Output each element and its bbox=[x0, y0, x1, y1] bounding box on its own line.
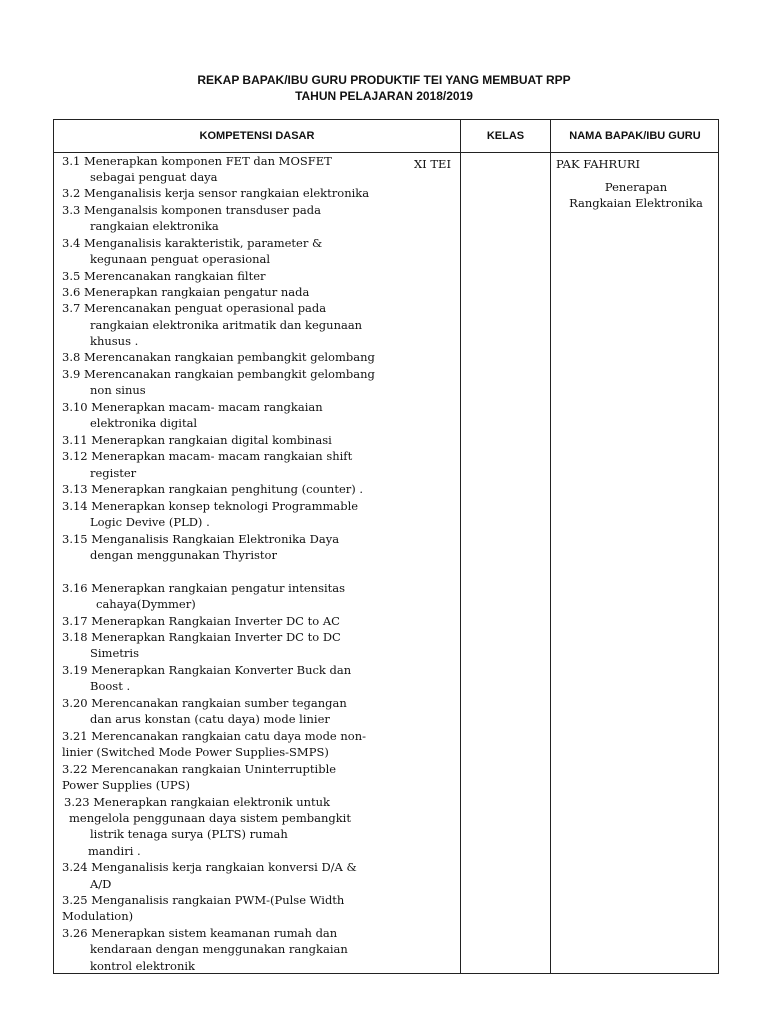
kompetensi-line: 3.8 Merencanakan rangkaian pembangkit gelombang bbox=[62, 350, 375, 364]
kompetensi-line: 3.20 Merencanakan rangkaian sumber tegangan bbox=[62, 696, 347, 710]
kompetensi-line: dengan menggunakan Thyristor bbox=[90, 548, 277, 562]
kompetensi-line: khusus . bbox=[90, 334, 139, 348]
subject-line: Rangkaian Elektronika bbox=[569, 196, 703, 210]
document-subtitle: TAHUN PELAJARAN 2018/2019 bbox=[295, 89, 473, 103]
kompetensi-line: kontrol elektronik bbox=[90, 959, 196, 973]
teacher-name: PAK FAHRURI bbox=[556, 157, 641, 171]
kompetensi-line: dan arus konstan (catu daya) mode linier bbox=[90, 712, 330, 726]
kompetensi-line: 3.12 Menerapkan macam- macam rangkaian shift bbox=[62, 449, 353, 463]
kompetensi-line: non sinus bbox=[90, 383, 146, 397]
kompetensi-line: Boost . bbox=[90, 679, 131, 693]
kompetensi-line: sebagai penguat daya bbox=[90, 170, 218, 184]
kompetensi-line: 3.7 Merencanakan penguat operasional pada bbox=[62, 301, 327, 315]
kompetensi-line: 3.15 Menganalisis Rangkaian Elektronika Daya bbox=[62, 532, 340, 546]
kompetensi-line: 3.11 Menerapkan rangkaian digital kombinasi bbox=[62, 433, 332, 447]
kompetensi-line: register bbox=[90, 466, 137, 480]
header-nama-guru: NAMA BAPAK/IBU GURU bbox=[569, 130, 701, 142]
kompetensi-line: Simetris bbox=[90, 646, 139, 660]
kompetensi-line: 3.25 Menganalisis rangkaian PWM-(Pulse Width bbox=[62, 893, 345, 907]
column-divider bbox=[550, 120, 551, 973]
kompetensi-line: 3.6 Menerapkan rangkaian pengatur nada bbox=[62, 285, 310, 299]
kompetensi-line: 3.26 Menerapkan sistem keamanan rumah dan bbox=[62, 926, 338, 940]
kompetensi-line: 3.13 Menerapkan rangkaian penghitung (counter) . bbox=[62, 482, 364, 496]
kelas-value: XI TEI bbox=[414, 157, 451, 171]
kompetensi-line: kegunaan penguat operasional bbox=[90, 252, 271, 266]
kompetensi-line: 3.5 Merencanakan rangkaian filter bbox=[62, 269, 266, 283]
kompetensi-line: 3.23 Menerapkan rangkaian elektronik untuk bbox=[64, 795, 331, 809]
kompetensi-line: 3.4 Menganalisis karakteristik, parameter & bbox=[62, 236, 323, 250]
kompetensi-line: 3.24 Menganalisis kerja rangkaian konversi D/A & bbox=[62, 860, 357, 874]
kompetensi-line: 3.22 Merencanakan rangkaian Uninterruptible bbox=[62, 762, 337, 776]
kompetensi-line: Modulation) bbox=[62, 909, 134, 923]
header-kelas: KELAS bbox=[486, 130, 525, 142]
kompetensi-line: 3.3 Menganalsis komponen transduser pada bbox=[62, 203, 321, 217]
kompetensi-line: 3.21 Merencanakan rangkaian catu daya mode non- bbox=[62, 729, 367, 743]
kompetensi-line: cahaya(Dymmer) bbox=[96, 597, 196, 611]
kompetensi-line: 3.1 Menerapkan komponen FET dan MOSFET bbox=[62, 154, 332, 168]
kompetensi-line: 3.14 Menerapkan konsep teknologi Programmable bbox=[62, 499, 359, 513]
kompetensi-line: 3.2 Menganalisis kerja sensor rangkaian elektronika bbox=[62, 186, 370, 200]
kompetensi-line: 3.17 Menerapkan Rangkaian Inverter DC to AC bbox=[62, 614, 340, 628]
kompetensi-line: Power Supplies (UPS) bbox=[62, 778, 191, 792]
kompetensi-line: mandiri . bbox=[88, 844, 141, 858]
kompetensi-line: 3.18 Menerapkan Rangkaian Inverter DC to DC bbox=[62, 630, 341, 644]
kompetensi-line: linier (Switched Mode Power Supplies-SMPS) bbox=[62, 745, 329, 759]
kompetensi-line: A/D bbox=[90, 877, 112, 891]
kompetensi-line: 3.16 Menerapkan rangkaian pengatur intensitas bbox=[62, 581, 346, 595]
document-title: REKAP BAPAK/IBU GURU PRODUKTIF TEI YANG MEMBUAT RPP bbox=[197, 73, 571, 87]
kompetensi-line: kendaraan dengan menggunakan rangkaian bbox=[90, 942, 348, 956]
kompetensi-line: mengelola penggunaan daya sistem pembangkit bbox=[69, 811, 351, 825]
kompetensi-line: rangkaian elektronika bbox=[90, 219, 219, 233]
kompetensi-line: 3.10 Menerapkan macam- macam rangkaian bbox=[62, 400, 323, 414]
kompetensi-line: 3.9 Merencanakan rangkaian pembangkit gelombang bbox=[62, 367, 375, 381]
kompetensi-line: listrik tenaga surya (PLTS) rumah bbox=[90, 827, 288, 841]
header-kompetensi-dasar: KOMPETENSI DASAR bbox=[199, 130, 315, 142]
subject-name bbox=[556, 179, 716, 211]
kompetensi-line: elektronika digital bbox=[90, 416, 198, 430]
kompetensi-line: 3.19 Menerapkan Rangkaian Konverter Buck dan bbox=[62, 663, 352, 677]
kompetensi-line: rangkaian elektronika aritmatik dan kegunaan bbox=[90, 318, 363, 332]
kompetensi-line: Logic Devive (PLD) . bbox=[90, 515, 210, 529]
subject-line: Penerapan bbox=[604, 180, 668, 194]
